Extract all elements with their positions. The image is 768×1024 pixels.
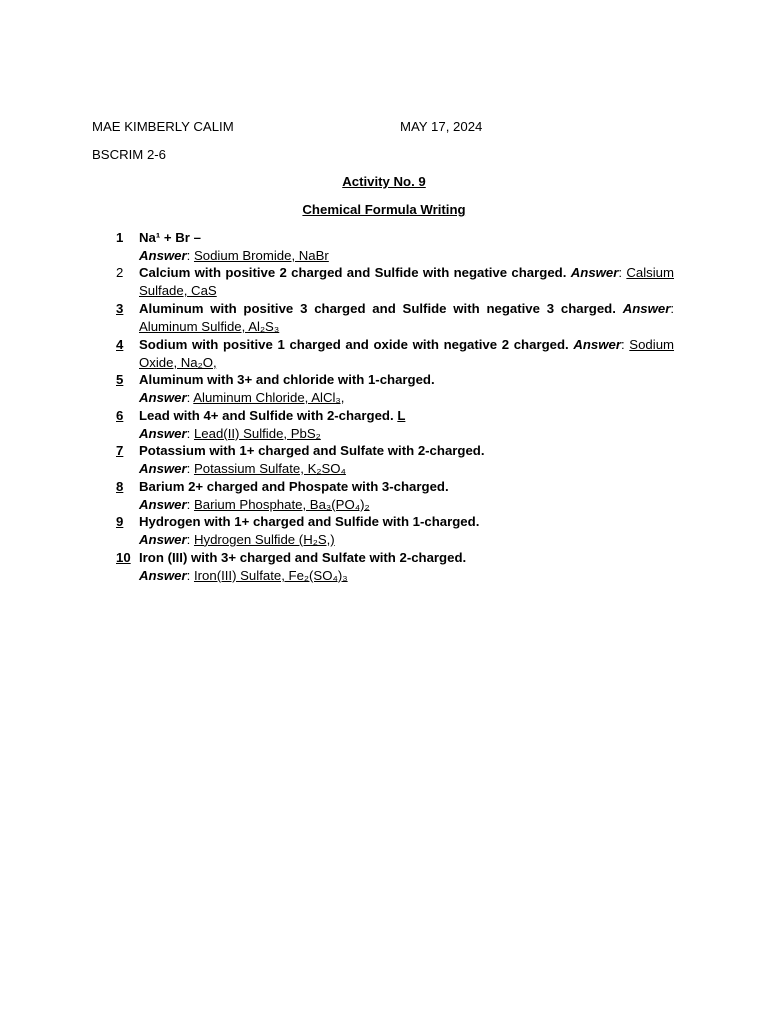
item-question: Na¹ + Br – [139,230,201,245]
list-item: 7 Potassium with 1+ charged and Sulfate with 2-charged. Answer: Potassium Sulfate, K₂SO₄ [116,442,674,478]
item-number: 10 [116,550,131,565]
item-number: 5 [116,372,124,387]
item-answer: Sodium Oxide, Na₂O, [139,337,675,370]
item-answer: Lead(II) Sulfide, PbS₂ [193,425,321,441]
item-number: 2 [116,265,124,280]
item-answer: Sodium Bromide, NaBr [193,247,329,263]
item-question: Barium 2+ charged and Phospate with 3-charged. [139,479,449,494]
item-answer: Aluminum Sulfide, Al₂S₃ [139,318,280,334]
item-number: 3 [116,301,124,316]
item-question: Lead with 4+ and Sulfide with 2-charged. [139,408,394,423]
activity-subtitle: Chemical Formula Writing [302,202,466,217]
answer-label: Answer [139,531,187,547]
class-section: BSCRIM 2-6 [92,147,167,162]
list-item: 3 Aluminum with positive 3 charged and Sulfide with negative 3 charged. Answer: Aluminum Sulfide, Al₂S₃ [116,301,674,334]
list-item: 5 Aluminum with 3+ and chloride with 1-charged. Answer: Aluminum Chloride, AlCl₃, [116,371,674,407]
item-answer: Aluminum Chloride, AlCl₃, [193,389,345,405]
list-item: 4 Sodium with positive 1 charged and oxide with negative 2 charged. Answer: Sodium Oxide, Na₂O, [116,337,675,370]
answer-label: Answer [570,265,619,280]
item-question: Iron (III) with 3+ charged and Sulfate with 2-charged. [139,550,467,565]
item-number: 9 [116,514,124,529]
answer-label: Answer [139,425,187,441]
list-item: 2 Calcium with positive 2 charged and Sulfide with negative charged. Answer: Calsium Sulfade, CaS [116,265,675,298]
list-item: 9 Hydrogen with 1+ charged and Sulfide with 1-charged. Answer: Hydrogen Sulfide (H₂S,) [116,513,674,549]
answer-label: Answer [139,567,187,583]
item-question: Potassium with 1+ charged and Sulfate with 2-charged. [139,443,485,458]
item-question: Calcium with positive 2 charged and Sulfide with negative charged. [139,265,567,280]
item-number: 4 [116,337,124,352]
list-item: 10 Iron (III) with 3+ charged and Sulfate with 2-charged. Answer: Iron(III) Sulfate, Fe₂(SO₄)₃ [116,549,674,585]
item-question: Aluminum with positive 3 charged and Sulfide with negative 3 charged. [139,301,616,316]
item-question: Hydrogen with 1+ charged and Sulfide with 1-charged. [139,514,480,529]
item-answer: Potassium Sulfate, K₂SO₄ [193,460,346,476]
item-answer: Iron(III) Sulfate, Fe₂(SO₄)₃ [193,567,348,583]
answer-label: Answer [139,496,187,512]
item-number: 6 [116,408,124,423]
item-question: Aluminum with 3+ and chloride with 1-charged. [139,372,435,387]
item-number: 7 [116,443,124,458]
list-item: 6 Lead with 4+ and Sulfide with 2-charged. L Answer: Lead(II) Sulfide, PbS₂ [116,408,406,441]
item-number: 1 [116,230,124,245]
answer-label: Answer [139,247,187,263]
answer-label: Answer [139,389,187,405]
document-date: MAY 17, 2024 [400,119,483,134]
activity-title: Activity No. 9 [342,174,426,189]
item-answer: Calsium Sulfade, CaS [139,265,675,298]
answer-label: Answer [139,460,187,476]
item-question-mark: L [397,408,406,423]
item-number: 8 [116,479,124,494]
item-question: Sodium with positive 1 charged and oxide with negative 2 charged. [139,337,569,352]
list-item: 8 Barium 2+ charged and Phospate with 3-charged. Answer: Barium Phosphate, Ba₃(PO₄)₂ [116,478,674,514]
student-name: MAE KIMBERLY CALIM [92,119,234,134]
answer-label: Answer [622,301,671,316]
answer-label: Answer [573,337,621,352]
item-answer: Barium Phosphate, Ba₃(PO₄)₂ [193,496,370,512]
item-answer: Hydrogen Sulfide (H₂S,) [193,531,335,547]
list-item: 1 Na¹ + Br – Answer: Sodium Bromide, NaBr [116,229,674,265]
